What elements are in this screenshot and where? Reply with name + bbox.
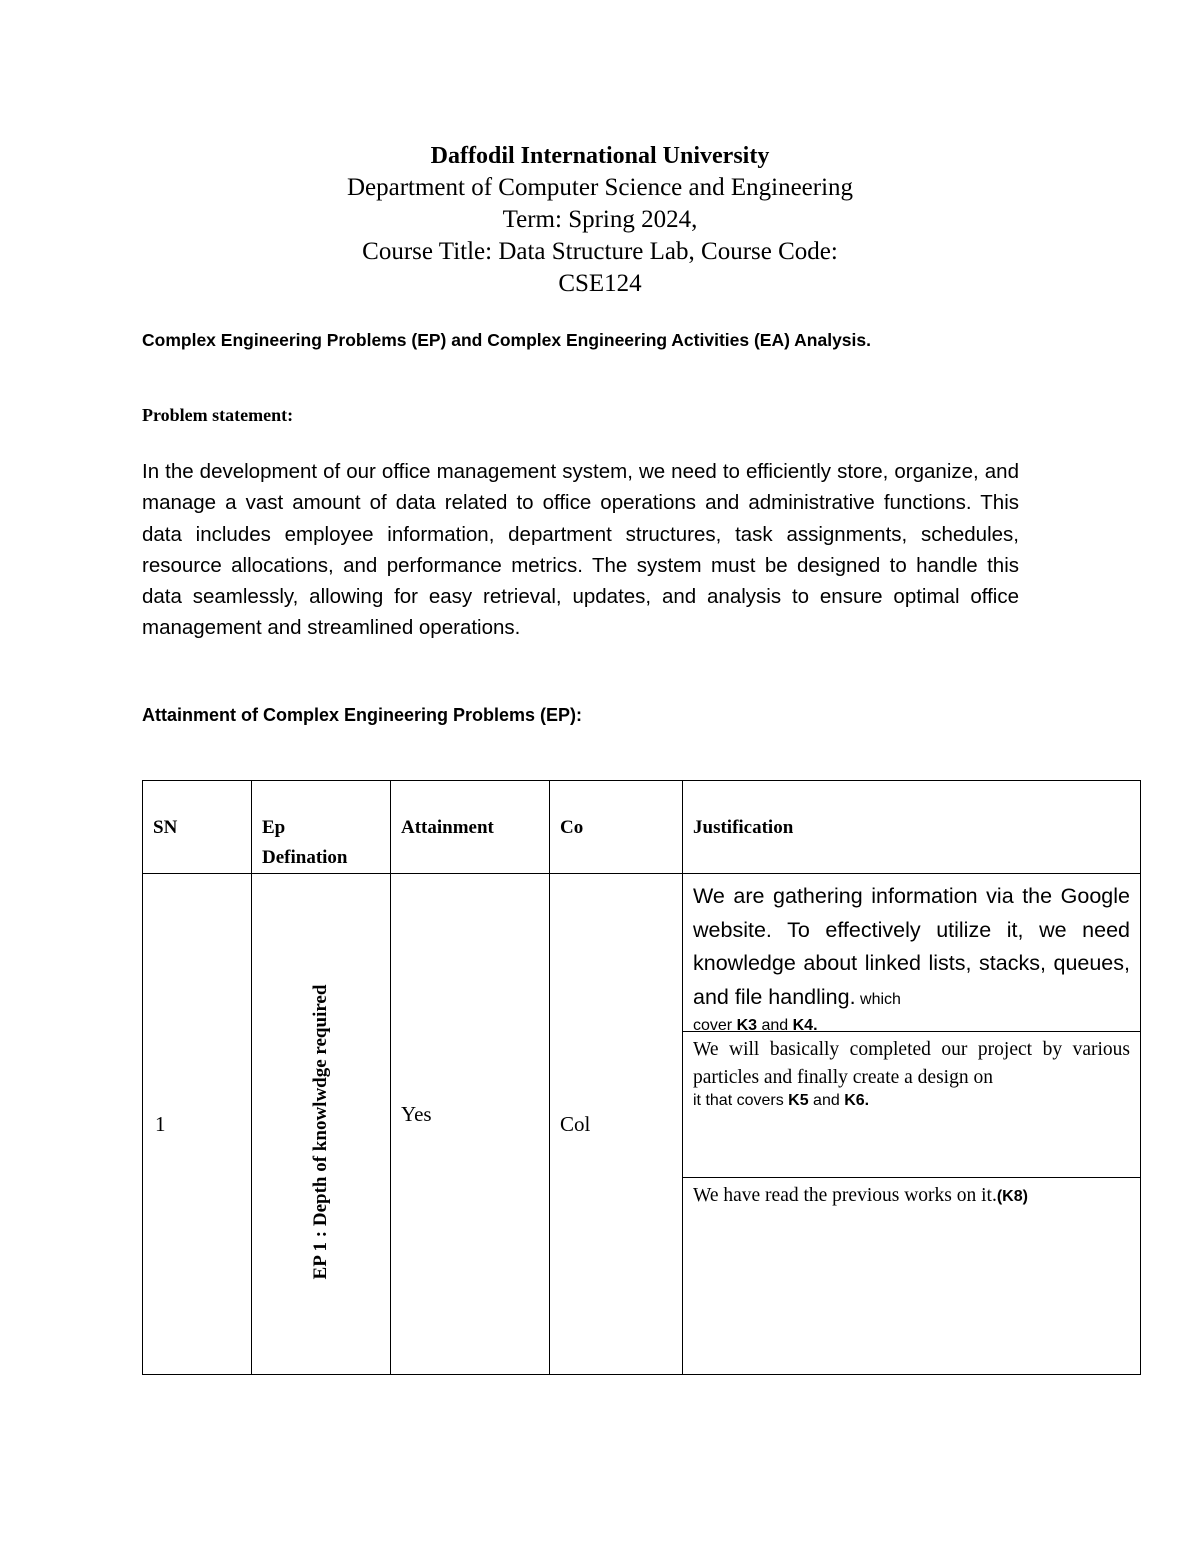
ep-attainment-table: [142, 780, 1141, 1375]
justification-1: We are gathering information via the Google website. To effectively utilize it, we need knowledge about linked lists, stacks, queues, and file handling. which cover K3 and K4.: [683, 874, 1140, 1032]
attainment-heading: Attainment of Complex Engineering Problems (EP):: [142, 705, 583, 725]
justification-2: We will basically completed our project by various particles and finally create a design on it that covers K5 and K6.: [683, 1032, 1140, 1178]
university-name: Daffodil International University: [430, 143, 770, 169]
header-co: Co: [550, 781, 683, 874]
cell-attainment: [391, 874, 550, 1375]
term: Term: Spring 2024,: [502, 206, 698, 233]
header-attainment: Attainment: [391, 781, 550, 874]
problem-statement-body: In the development of our office management system, we need to efficiently store, organize, and manage a vast amount of data related to office operations and administrative functions. This data includes employee information, department structures, task assignments, schedules, resource allocations, and performance metrics. The system must be designed to handle this data seamlessly, allowing for easy retrieval, updates, and analysis to ensure optimal office management and streamlined operations.: [142, 460, 1019, 640]
cell-sn: [143, 874, 252, 1375]
ep-ea-heading: Complex Engineering Problems (EP) and Complex Engineering Activities (EA) Analysis.: [142, 330, 871, 350]
sn-value: 1: [155, 1111, 166, 1136]
ep-definition-vertical: EP 1 : Depth of knowlwdge required: [310, 984, 331, 1280]
table-row: [143, 874, 1141, 1375]
cell-ep-definition: [252, 874, 391, 1375]
course-code: CSE124: [558, 270, 642, 297]
header-sn: SN: [143, 781, 252, 874]
cell-co: [550, 874, 683, 1375]
department-name: Department of Computer Science and Engineering: [346, 174, 854, 201]
header-ep-definition: Ep Defination: [252, 781, 391, 874]
co-value: Col: [560, 1111, 591, 1136]
attainment-value: Yes: [401, 1101, 432, 1126]
table-header-row: [143, 781, 1141, 874]
header-justification: Justification: [683, 781, 1141, 874]
course-title: Course Title: Data Structure Lab, Course Code:: [362, 238, 838, 265]
problem-statement-label: Problem statement:: [142, 405, 294, 425]
justification-3: We have read the previous works on it.(K8): [693, 1185, 1028, 1206]
document-header: [0, 140, 1200, 300]
cell-justification: [683, 874, 1141, 1375]
